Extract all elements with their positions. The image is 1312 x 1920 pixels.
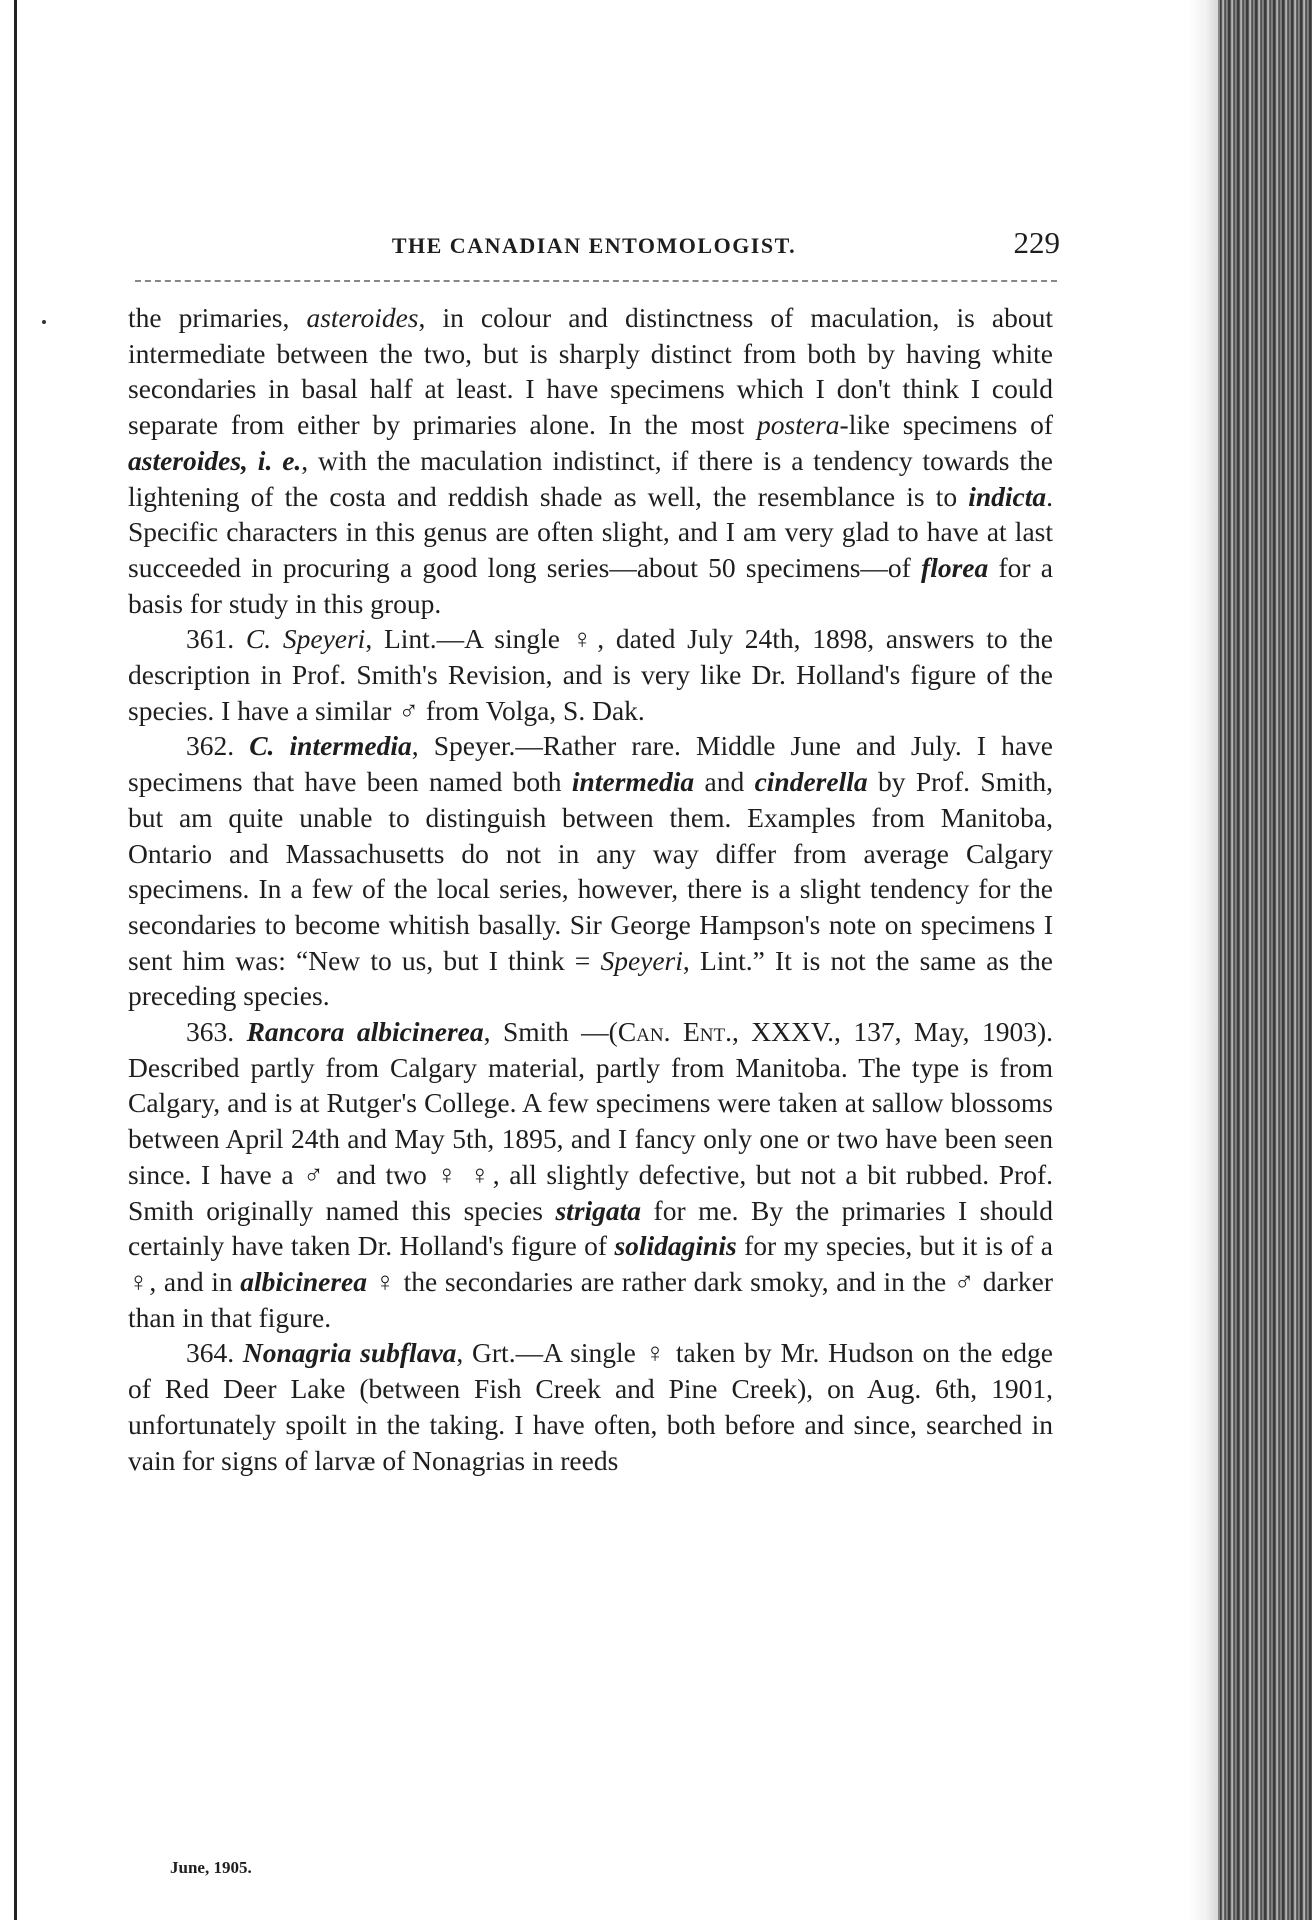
- emphasized-text: strigata: [555, 1194, 642, 1226]
- running-header: [128, 225, 1060, 271]
- emphasized-text: C. intermedia: [249, 730, 412, 762]
- emphasized-text: indicta: [968, 480, 1047, 512]
- book-fore-edge: [1220, 0, 1312, 1920]
- text-run: , in colour and distinctness of maculation, is about intermediate between the two, but is sharply distinct from both by having white secondaries in basal half at least. I have specimens which I don't think I could separate from either by primaries alone. In the most: [128, 302, 1053, 441]
- emphasized-text: cinderella: [754, 766, 868, 798]
- emphasized-text: Speyeri: [600, 944, 683, 976]
- emphasized-text: Can. Ent.: [617, 1016, 732, 1048]
- text-run: , Speyer.—Rather rare. Middle June and July. I have specimens that have been named both: [128, 730, 1054, 798]
- text-run: by Prof. Smith, but am quite unable to distinguish between them. Examples from Manitoba, Ontario and Massachusetts do not in any way differ from average Calgary specimens. In a few of the local series, however, there is a slight tendency for the secondaries to become whitish basally. Sir George Hampson's note on specimens I sent him was: “New to us, but I think =: [128, 766, 1054, 976]
- body-text: [128, 300, 1053, 1478]
- signature-date-line: June, 1905.: [170, 1858, 252, 1877]
- text-run: for me. By the primaries I should certainly have taken Dr. Holland's figure of: [128, 1194, 1053, 1262]
- emphasized-text: Rancora albicinerea: [246, 1016, 484, 1048]
- emphasized-text: postera: [757, 409, 840, 441]
- text-run: 361.: [186, 623, 246, 655]
- text-run: . Specific characters in this genus are often slight, and I am very glad to have at last succeeded in procuring a good long series—about 50 specimens—of: [128, 480, 1053, 583]
- text-run: , Lint.—A single ♀, dated July 24th, 1898, answers to the description in Prof. Smith's Revision, and is very like Dr. Holland's figure of the species. I have a similar ♂ from Volga, S. Dak.: [128, 623, 1053, 726]
- text-run: for my species, but it is of a ♀, and in: [128, 1230, 1054, 1297]
- text-run: , XXXV., 137, May, 1903). Described partly from Calgary material, partly from Manitoba. The type is from Calgary, and is at Rutger's College. A few specimens were taken at sallow blossoms between April 24th and May 5th, 1895, and I fancy only one or two have been seen since. I have a ♂ and two ♀ ♀, all slightly defective, but not a bit rubbed. Prof. Smith originally named this species: [128, 1016, 1053, 1226]
- emphasized-text: albicinerea: [240, 1265, 368, 1297]
- text-run: -like specimens of: [839, 409, 1053, 441]
- header-rule: [135, 280, 1057, 282]
- text-run: the primaries,: [128, 302, 307, 333]
- text-run: 362.: [186, 730, 250, 762]
- paragraph: [128, 1335, 1053, 1478]
- paragraph: [128, 621, 1053, 728]
- emphasized-text: asteroides: [306, 302, 419, 333]
- page-number: 229: [1013, 225, 1060, 260]
- paragraph: [128, 728, 1053, 1014]
- emphasized-text: C. Speyeri: [245, 623, 366, 655]
- running-title: THE CANADIAN ENTOMOLOGIST.: [391, 233, 797, 258]
- page-gutter-rule: [0, 0, 17, 1920]
- text-run: ♀ the secondaries are rather dark smoky, and in the ♂ darker than in that figure.: [128, 1265, 1053, 1333]
- text-run: for a basis for study in this group.: [128, 551, 1053, 619]
- text-run: , Grt.—A single ♀ taken by Mr. Hudson on the edge of Red Deer Lake (between Fish Creek and Pine Creek), on Aug. 6th, 1901, unfortunately spoilt in the taking. I have often, both before and since, searched in vain for signs of larvæ of Nonagrias in reeds: [128, 1337, 1054, 1476]
- text-run: 364.: [186, 1337, 243, 1369]
- paragraph: [128, 300, 1053, 621]
- text-run: , with the maculation indistinct, if there is a tendency towards the lightening of the costa and reddish shade as well, the resemblance is to: [128, 444, 1053, 512]
- emphasized-text: intermedia: [571, 766, 695, 798]
- text-run: and: [694, 766, 755, 798]
- emphasized-text: asteroides, i. e.: [128, 444, 302, 476]
- text-run: 363.: [186, 1016, 247, 1048]
- text-run: , Lint.” It is not the same as the preceding species.: [128, 944, 1053, 1012]
- ink-speck: [42, 320, 46, 324]
- text-run: , Smith —(: [483, 1016, 618, 1048]
- emphasized-text: florea: [921, 551, 989, 583]
- page-edge-shadow: [1188, 0, 1220, 1920]
- emphasized-text: solidaginis: [614, 1230, 737, 1262]
- emphasized-text: Nonagria subflava: [242, 1337, 457, 1369]
- paragraph: [128, 1014, 1053, 1335]
